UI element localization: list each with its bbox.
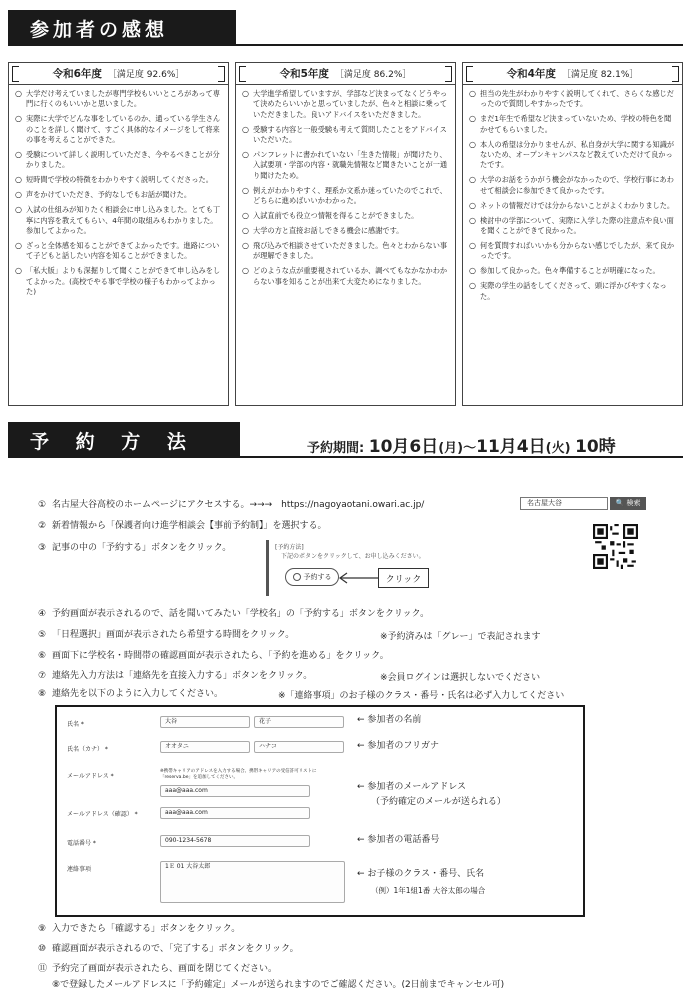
list-item: ○ 実際の学生の話をしてくださって、頭に浮かびやすくなった。 — [469, 281, 667, 301]
email-input[interactable]: aaa@aaa.com — [160, 785, 310, 797]
homepage-url-link[interactable]: 名古屋大谷高校のホームページにアクセスする。→→→ https://nagoyaotani.owari.ac.jp/ — [52, 500, 425, 510]
note-required: ※「連絡事項」のお子様のクラス・番号・氏名は必ず入力してください — [278, 691, 565, 701]
list-item: ○ 短時間で学校の特徴をわかりやすく説明してくださった。 — [15, 175, 213, 185]
list-item: ○ 受験する内容と一般受験も考えて質問したことをアドバイスいただいた。 — [242, 124, 447, 145]
name-last-input[interactable]: 大谷 — [160, 716, 250, 728]
impressions-column-r4 — [462, 62, 683, 406]
step-9: ⑨ 入力できたら「確認する」ボタンをクリック。 — [38, 924, 241, 934]
column-header — [236, 63, 455, 85]
impressions-column-r6 — [8, 62, 229, 406]
step-4: ④ 予約画面が表示されるので、話を聞いてみたい「学校名」の「予約する」ボタンをクリック。 — [38, 609, 430, 619]
list-item: ○ まだ1年生で希望など決まっていないため、学校の特色を聞かせてもらいました。 — [469, 114, 672, 134]
comment-list — [236, 85, 455, 287]
comment-list — [463, 85, 682, 302]
note-grey: ※予約済みは「グレー」で表記されます — [380, 632, 541, 642]
list-item: ○ 受験について詳しく説明していただき、今やるべきことが分かりました。 — [15, 150, 220, 170]
column-year: 令和4年度 — [506, 68, 556, 80]
list-item: ○ 大学の方と直接お話しできる機会に感謝です。 — [242, 225, 404, 235]
phone-label: 電話番号 * — [67, 840, 96, 847]
reservation-title: 予 約 方 法 — [8, 422, 240, 458]
column-satisfaction: ［満足度 82.1%］ — [561, 70, 639, 80]
kana-first-input[interactable]: ハナコ — [254, 741, 344, 753]
list-item: ○ 参加して良かった。色々準備することが明確になった。 — [469, 266, 660, 276]
reserve-button[interactable]: 予約する — [285, 568, 339, 586]
annotation-kana: ← 参加者のフリガナ — [357, 741, 439, 751]
search-input[interactable]: 名古屋大谷 — [520, 497, 608, 510]
click-label: クリック — [378, 568, 429, 588]
list-item: ○ 例えがわかりやすく、理系か文系か迷っていたのでこれで、どちらに進めばいいかわかった。 — [242, 185, 447, 206]
arrow-left-icon — [337, 571, 379, 585]
list-item: ○ 検討中の学部について、実際に入学した際の注意点や良い面を聞くことができて良かった。 — [469, 215, 674, 235]
notes-label: 連絡事項 — [67, 866, 92, 873]
list-item: ○ 「私大版」よりも深掘りして聞くことができて申し込みをしてよかった。(高校でやる事で学校の様子もわかってよかった) — [15, 266, 221, 296]
kana-last-input[interactable]: オオタニ — [160, 741, 250, 753]
list-item: ○ パンフレットに書かれていない「生きた情報」が聞けたり、入試要項・学部の内容・就職先情報など聞きたいことが一通り聞けたため。 — [242, 150, 448, 180]
step-11-sub: ⑧で登録したメールアドレスに「予約確定」メールが送られますのでご確認ください。(2日前までキャンセル可) — [52, 980, 505, 990]
list-item: ○ ネットの情報だけでは分からないことがよくわかりました。 — [469, 200, 675, 210]
column-header — [463, 63, 682, 85]
name-first-input[interactable]: 花子 — [254, 716, 344, 728]
step-2: ② 新着情報から「保護者向け進学相談会【事前予約制】」を選択する。 — [38, 521, 327, 531]
comment-list — [9, 85, 228, 297]
impressions-title: 参加者の感想 — [8, 10, 236, 46]
annotation-name: ← 参加者の名前 — [357, 715, 422, 725]
list-item: ○ 何を質問すればいいかも分からない感じでしたが、来て良かったです。 — [469, 240, 675, 261]
impressions-column-r5 — [235, 62, 456, 406]
step-1: ① 名古屋大谷高校のホームページにアクセスする。→→→ https://nagoyaotani.owari.ac.jp/ — [38, 500, 425, 510]
annotation-email: ← 参加者のメールアドレス — [357, 782, 466, 792]
list-item: ○ 入試直前でも役立つ情報を得ることができました。 — [242, 211, 419, 221]
step-3: ③ 記事の中の「予約する」ボタンをクリック。 — [38, 543, 232, 553]
notes-textarea[interactable]: 1Ｅ 01 大谷太郎 — [160, 861, 345, 903]
step-8: ⑧ 連絡先を以下のように入力してください。 — [38, 689, 224, 699]
phone-input[interactable]: 090-1234-5678 — [160, 835, 310, 847]
column-header — [9, 63, 228, 85]
annotation-email-note: （予約確定のメールが送られる） — [371, 797, 506, 807]
note-login: ※会員ログインは選択しないでください — [380, 673, 541, 683]
email-note: ※携帯キャリアのアドレスを入力する場合、携帯キャリアの受信許可リストに「reserva.be」を追加してください。 — [160, 769, 317, 780]
column-satisfaction: ［満足度 92.6%］ — [107, 70, 185, 80]
kana-label: 氏名（カナ） * — [67, 746, 108, 753]
email-confirm-label: メールアドレス（確認） * — [67, 811, 138, 818]
search-button[interactable]: 🔍 検索 — [610, 497, 646, 510]
list-item: ○ 大学だけ考えていましたが専門学校もいいところがあって専門に行くのもいいかと思いました。 — [15, 89, 220, 109]
impressions-title-rule — [236, 44, 683, 46]
list-item: ○ どのような点が重要視されているか、調べてもなかなかわからない事を知ることが出来て大変ためになりました。 — [242, 266, 448, 286]
email-confirm-input[interactable]: aaa@aaa.com — [160, 807, 310, 819]
list-item: ○ 大学のお話をうかがう機会がなかったので、学校行事にあわせて相談会に参加できて良かったです。 — [469, 175, 674, 195]
list-item: ○ 大学進学希望していますが、学部など決まってなくどうやって決めたらいいかと思っていましたが、色々と相談に乗っていただきました。良いアドバイスをいただきました。 — [242, 89, 448, 119]
annotation-notes: ← お子様のクラス・番号、氏名 — [357, 869, 485, 879]
annotation-notes-example: （例）1年1組1番 大谷太郎の場合 — [371, 886, 486, 895]
column-satisfaction: ［満足度 86.2%］ — [334, 70, 412, 80]
list-item: ○ 担当の先生がわかりやすく説明してくれて、さらくな感じだったので質問しやすかったです。 — [469, 89, 674, 109]
list-item: ○ 飛び込みで相談させていただきました。色々とわからない事が理解できました。 — [242, 240, 448, 261]
step-10: ⑩ 確認画面が表示されるので、「完了する」ボタンをクリック。 — [38, 944, 299, 954]
name-label: 氏名 * — [67, 721, 84, 728]
step-6: ⑥ 画面下に学校名・時間帯の確認画面が表示されたら、「予約を進める」をクリック。 — [38, 651, 389, 661]
email-label: メールアドレス * — [67, 773, 114, 780]
annotation-phone: ← 参加者の電話番号 — [357, 835, 440, 845]
qr-code-icon — [593, 524, 638, 569]
list-item: ○ 入試の仕組みが知りたく相談会に申し込みました。とても丁寧に内容を教えてもらい、4年間の取組みもわかりました。参加してよかった。 — [15, 205, 221, 235]
reservation-period: 予約期間: 10月6日(月)～11月4日(火) 10時 — [307, 437, 616, 457]
step-5: ⑤ 「日程選択」画面が表示されたら希望する時間をクリック。 — [38, 630, 295, 640]
list-item: ○ 実際に大学でどんな事をしているのか、通っている学生さんのことを詳しく聞けて、すごく具体的なイメージをして将来の事を考えることができた。 — [15, 114, 221, 145]
list-item: ○ 本人の希望は分かりませんが、私自身が大学に関する知識がないため、オープンキャンパスなど教えていただけて良かったです。 — [469, 139, 675, 170]
step-11: ⑪ 予約完了画面が表示されたら、画面を閉じてください。 — [38, 964, 278, 974]
contact-form-example — [55, 705, 585, 917]
reserve-button-screenshot: [予約方法] 下記のボタンをクリックして、お申し込みください。 予約する — [266, 540, 430, 596]
list-item: ○ ざっと全体感を知ることができてよかったです。進路について子どもと話したい内容を知ることができました。 — [15, 240, 220, 261]
column-year: 令和6年度 — [52, 68, 102, 80]
column-year: 令和5年度 — [279, 68, 329, 80]
list-item: ○ 声をかけていただき、予約なしでもお話が聞けた。 — [15, 190, 192, 200]
step-7: ⑦ 連絡先入力方法は「連絡先を直接入力する」ボタンをクリック。 — [38, 671, 313, 681]
